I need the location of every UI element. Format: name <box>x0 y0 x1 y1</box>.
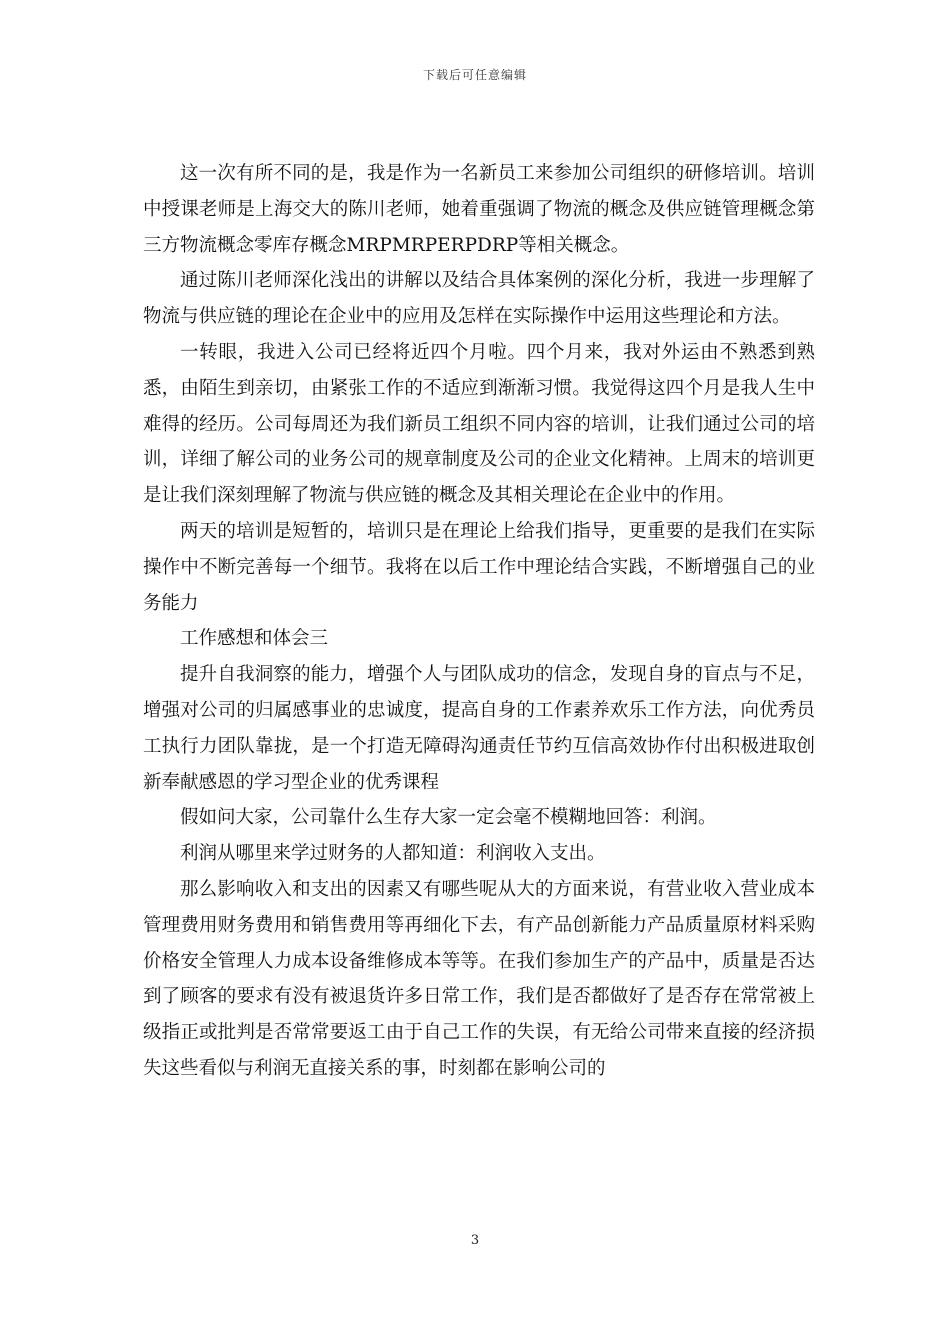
paragraph: 两天的培训是短暂的，培训只是在理论上给我们指导，更重要的是我们在实际操作中不断完善每一个细节。我将在以后工作中理论结合实践，不断增强自己的业务能力 <box>143 520 815 614</box>
page-number: 3 <box>470 1233 480 1248</box>
paragraph: 提升自我洞察的能力，增强个人与团队成功的信念，发现自身的盲点与不足，增强对公司的归属感事业的忠诚度，提高自身的工作素养欢乐工作方法，向优秀员工执行力团队靠拢，是一个打造无障碍沟通责任节约互信高效协作付出积极进取创新奉献感恩的学习型企业的优秀课程 <box>143 664 815 793</box>
section-heading: 工作感想和体会三 <box>180 628 329 650</box>
paragraph: 这一次有所不同的是，我是作为一名新员工来参加公司组织的研修培训。培训中授课老师是上海交大的陈川老师，她着重强调了物流的概念及供应链管理概念第三方物流概念零库存概念MRPMRPERPDRP等相关概念。 <box>143 163 815 256</box>
page-header: 下载后可任意编辑 <box>422 68 527 82</box>
paragraph: 假如问大家，公司靠什么生存大家一定会毫不模糊地回答：利润。 <box>180 807 717 829</box>
paragraph: 一转眼，我进入公司已经将近四个月啦。四个月来，我对外运由不熟悉到熟悉，由陌生到亲切，由紧张工作的不适应到渐渐习惯。我觉得这四个月是我人生中难得的经历。公司每周还为我们新员工组织不同内容的培训，让我们通过公司的培训，详细了解公司的业务公司的规章制度及公司的企业文化精神。上周末的培训更是让我们深刻理解了物流与供应链的概念及其相关理论在企业中的作用。 <box>143 341 815 507</box>
paragraph: 那么影响收入和支出的因素又有哪些呢从大的方面来说，有营业收入营业成本管理费用财务费用和销售费用等再细化下去，有产品创新能力产品质量原材料采购价格安全管理人力成本设备维修成本等等。在我们参加生产的产品中，质量是否达到了顾客的要求有没有被退货许多日常工作，我们是否都做好了是否存在常常被上级指正或批判是否常常要返工由于自己工作的失误，有无给公司带来直接的经济损失这些看似与利润无直接关系的事，时刻都在影响公司的 <box>143 878 815 1079</box>
paragraph: 利润从哪里来学过财务的人都知道：利润收入支出。 <box>180 843 606 865</box>
document-body <box>143 156 815 1087</box>
paragraph: 通过陈川老师深化浅出的讲解以及结合具体案例的深化分析，我进一步理解了物流与供应链的理论在企业中的应用及怎样在实际操作中运用这些理论和方法。 <box>143 270 815 328</box>
